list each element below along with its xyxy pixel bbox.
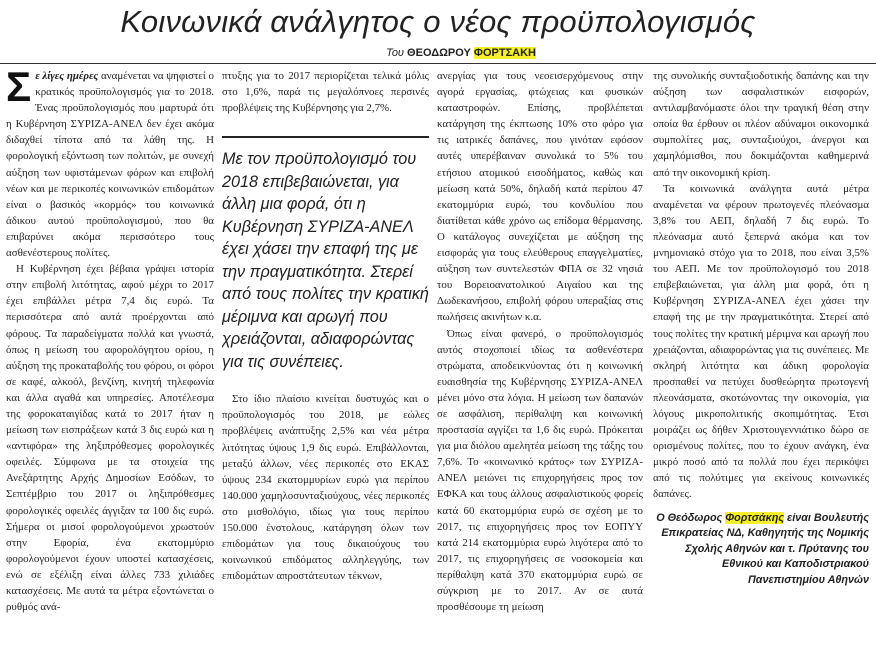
lead-in: ε λίγες ημέρες [35, 70, 99, 82]
pull-quote: Με τον προϋπολογισμό του 2018 επιβεβαιώνεται, για άλλη μια φορά, ότι η Κυβέρνηση ΣΥΡΙΖΑ-ΑΝΕΛ έχει χάσει την επαφή της με την πραγματικότητα. Στερεί από τους πολίτες την κρατική μέριμνα και αρωγή που χρειάζονται, αδιαφορώντας για τις συνέπειες. [222, 136, 429, 373]
byline-prefix: Του [386, 47, 404, 59]
paragraph: της συνολικής συνταξιοδοτικής δαπάνης και την αύξηση των ασφαλιστικών εισφορών, αντιλαμβανόμαστε όλοι την τραγική θέση στην οποία θα έρθουν οι πλέον αδύναμοι οικονομικά συμπολίτες μας, συνταξιούχοι, άνεργοι και χαμηλόμισθοι, που δοκιμάζονται καθημερινά από την οικονομική κρίση. [653, 70, 869, 179]
author-bio [653, 511, 869, 589]
article-column-3 [437, 68, 643, 662]
paragraph: Όπως είναι φανερό, ο προϋπολογισμός αυτός στοχοποιεί ιδίως τα ασθενέστερα στρώματα, αποδεικνύοντας ότι η κοινωνική ευαισθησία της Κυβέρνησης ΣΥΡΙΖΑ-ΑΝΕΛ μένει μόνο στα λόγια. Η μείωση των δαπανών σε ασφάλιση, περίθαλψη και κοινωνική προστασία αγγίζει τα 1,6 δις ευρώ. Πρόκειται για μια διόλου αμελητέα μείωση της τάξης του 7,6%. Το «κοινωνικό κράτος» των ΣΥΡΙΖΑ-ΑΝΕΛ μειώνει τις επιχορηγήσεις προς τον ΕΦΚΑ και τους άλλους ασφαλιστικούς φορείς κατά 60 εκατομμύρια ευρώ σε σχέση με το 2017, τις επιχορηγήσεις προς τον ΕΟΠΥΥ κατά 214 εκατομμύρια ευρώ λιγότερα από το 2017, τις επιχορηγήσεις σε νοσοκομεία και περίθαλψη κατά 370 εκατομμύρια ευρώ σε σύγκριση με το 2017. Αν σε αυτά προσθέσουμε τη μείωση [437, 327, 643, 614]
paragraph: πτυξης για το 2017 περιορίζεται τελικά μόλις στο 1,6%, παρά τις μεγαλόπνοες περσινές προβλέψεις της Κυβέρνησης για 2,7%. [222, 70, 429, 115]
paragraph-text: αναμένεται να ψηφιστεί ο κρατικός προϋπολογισμός για το 2018. Ένας προϋπολογισμός που μαρτυρά ότι η Κυβέρνηση ΣΥΡΙΖΑ-ΑΝΕΛ δεν έχει ακόμα διδαχθεί τίποτα από τα λάθη της. Η φορολογική εξόντωση των πολιτών, με συνεχή αύξηση των υφιστάμενων φόρων και επιβολή νέων και με περικοπές κοινωνικών επιδομάτων είναι ο βασικός «κορμός» του κοινωνικά άδικου αυτού προϋπολογισμού, που θα επιβαρύνει ακόμα περισσότερο τους ασθενέστερους πολίτες. [6, 70, 214, 260]
drop-cap: Σ [6, 68, 32, 110]
byline-last-name: ΦΟΡΤΣΑΚΗ [473, 47, 536, 59]
paragraph [6, 68, 214, 261]
byline [386, 47, 536, 59]
byline-first-name: ΘΕΟΔΩΡΟΥ [407, 47, 471, 59]
paragraph: ανεργίας για τους νεοεισερχόμενους στην αγορά εργασίας, φτώχειας και φυσικών καταστροφών. Επίσης, προβλέπεται κατάργηση της έκπτωσης 10% στο φόρο για τις ιατρικές δαπάνες, που γινόταν εφόσον αυτές υπερέβαιναν συνολικά το 5% του ετήσιου ατομικού εισοδήματος, καθώς και μείωση κατά 50%, δηλαδή κατά περίπου 47 εκατομμύρια ευρώ, του κονδυλίου που διατίθεται κάθε χρόνο ως επίδομα θέρμανσης. Ο κατάλογος συνεχίζεται με αύξηση της εισφοράς για τους ελεύθερους επαγγελματίες, αύξηση των συντελεστών ΦΠΑ σε 32 νησιά του Βορειοανατολικού Αιγαίου και της Δωδεκανήσου, επιβολή φόρου υπεραξίας στις πωλήσεις ακινήτων κ.α. [437, 70, 643, 324]
author-bio-text: είναι Βουλευτής Επικρατείας ΝΔ, Καθηγητής της Νομικής Σχολής Αθηνών και τ. Πρύτανης του Εθνικού και Καποδιστριακού Πανεπιστημίου Αθηνών [661, 511, 869, 586]
article-column-2 [222, 68, 429, 662]
author-name: Φορτσάκης [725, 511, 785, 524]
paragraph: Η Κυβέρνηση έχει βέβαια γράψει ιστορία στην επιβολή λιτότητας, αφού μέχρι το 2017 έχει επιβάλλει μέτρα 7,4 δις ευρώ. Τα περισσότερα από αυτά προέρχονται από φόρους. Τα παραδείγματα πολλά και γνωστά, όπως η μείωση του αφορολόγητου ορίου, η αύξηση της προκαταβολής του φόρου, οι φόροι σε καφέ, αλκοόλ, βενζίνη, κινητή τηλεφωνία και άλλα αγαθά και υπηρεσίες. Αποτέλεσμα της φοροκαταιγίδας κατά το 2017 ήταν η μείωση των εισπράξεων κατά 3 δις ευρώ και η «αντιφόρα» της ληξιπρόθεσμες φορολογικές οφειλές. Σύμφωνα με τα στοιχεία της Ανεξάρτητης Αρχής Δημοσίων Εσόδων, το Σεπτέμβριο του 2017 οι ληξιπρόθεσμες φορολογικές οφειλές άγγιξαν τα 100 δις ευρώ. Σήμερα οι μισοί φορολογούμενοι χρωστούν στην Εφορία, ένα εκατομμύριο φορολογούμενοι έχουν υποστεί κατασχέσεις, ενώ σε εξέλιξη είναι άλλες 733 χιλιάδες κατασχέσεις. Με αυτά τα μέτρα εξοντώνεται ο ρυθμός ανά- [6, 263, 214, 614]
header-rule [0, 63, 876, 64]
article-headline: Κοινωνικά ανάλγητος ο νέος προϋπολογισμός [120, 4, 756, 39]
article-column-4 [653, 68, 869, 662]
paragraph: Τα κοινωνικά ανάλγητα αυτά μέτρα αναμένεται να φέρουν πρωτογενές πλεόνασμα 3,8% του ΑΕΠ, δηλαδή 7 δις ευρώ. Το πλεόνασμα αυτό ξεπερνά ακόμα και τον μνημονιακό στόχο για το 2018, που είναι 3,5% του ΑΕΠ. Με τον προϋπολογισμό του 2018 επιβεβαιώνεται, για άλλη μια φορά, ότι η Κυβέρνηση ΣΥΡΙΖΑ-ΑΝΕΛ έχει χάσει την επαφή της με την πραγματικότητα. Στερεί από τους πολίτες την κρατική μέριμνα και αρωγή που χρειάζονται, αδιαφορώντας για τις συνέπειες. Με σκληρή λιτότητα και άδικη φορολογία προσπαθεί να πετύχει δυσθεώρητα πρωτογενή πλεονάσματα, σκοτώνοντας την οικονομία, για λόγους μικροπολιτικής σκοπιμότητας. Έτσι μοιράζει ως δήθεν Χριστουγεννιάτικο δώρο σε ορισμένους πολίτες, που το έχουν ανάγκη, ένα μικρό ποσό από τα πολλά που έχει περικόψει από τις πολύτιμες για εκείνους κοινωνικές δαπάνες. [653, 182, 869, 501]
author-bio-prefix: Ο Θεόδωρος [656, 511, 726, 524]
paragraph: Στο ίδιο πλαίσιο κινείται δυστυχώς και ο προϋπολογισμός του 2018, με εώλες προβλέψεις ανάπτυξης 2,5% και νέα μέτρα λιτότητας ύψους 1,9 δις ευρώ. Επιβάλλονται, μεταξύ άλλων, νέες περικοπές στο ΕΚΑΣ ύψους 234 εκατομμυρίων ευρώ για περίπου 140.000 χαμηλοσυνταξιούχους, νέες περικοπές στο μισθολόγιο, ιδίως για τους περίπου 150.000 ένστολους, κατάργηση όλων των επιδομάτων για τους δικαιούχους του κοινωνικού επιδόματος αλληλεγγύης, των επιδομάτων απροστάτευτων τέκνων, [222, 393, 429, 583]
article-column-1 [6, 68, 214, 662]
